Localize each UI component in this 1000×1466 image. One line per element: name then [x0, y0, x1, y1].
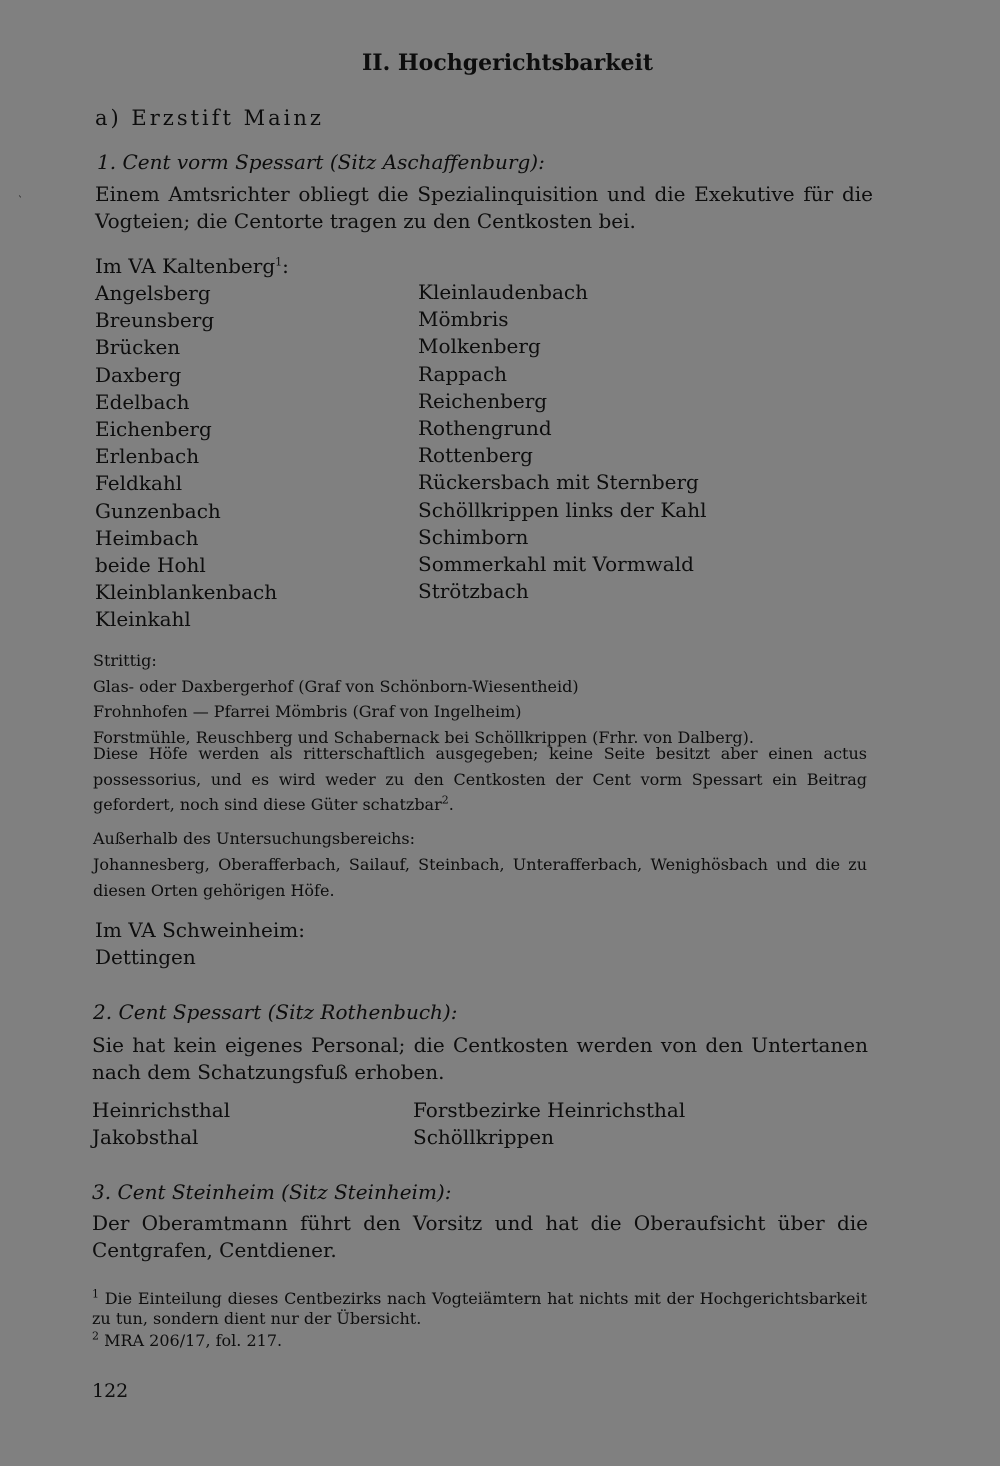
cent2-text: Sie hat kein eigenes Personal; die Centkosten werden von den Untertanen nach dem Schatzungsfuß erhoben.	[92, 1033, 868, 1084]
list-item: Schöllkrippen	[413, 1125, 555, 1150]
list-item: Jakobsthal	[92, 1125, 199, 1150]
cent2-title: 2. Cent Spessart (Sitz Rothenbuch):	[93, 1000, 458, 1024]
list-item: Molkenberg	[418, 334, 541, 359]
cent1-title: 1. Cent vorm Spessart (Sitz Aschaffenburg):	[97, 150, 545, 174]
list-item: Angelsberg	[95, 281, 211, 305]
list-item: Rottenberg	[418, 443, 533, 468]
page-heading: II. Hochgerichtsbarkeit	[362, 50, 654, 76]
list-item: Reichenberg	[418, 388, 548, 413]
va-schweinheim-item: Dettingen	[95, 945, 196, 969]
list-item: Rappach	[418, 361, 508, 386]
list-item: Strötzbach	[418, 579, 529, 604]
list-item: Kleinkahl	[95, 607, 191, 632]
list-item: Heinrichsthal	[92, 1098, 231, 1122]
strittig-text: Diese Höfe werden als ritterschaftlich ausgegeben; keine Seite besitzt aber einen actus possessorius, und es wird weder zu den Centkosten der Cent vorm Spessart ein Beitrag gefordert, noch sind diese Güter schatzbar$^2$.	[93, 744, 867, 814]
list-item: Rothengrund	[418, 416, 552, 441]
cent2-right-list	[413, 1097, 685, 1151]
cent1-right-list	[418, 279, 707, 605]
list-item: Edelbach	[95, 389, 190, 414]
footnote-1: $^1$ Die Einteilung dieses Centbezirks nach Vogteiämtern hat nichts mit der Hochgerichtsbarkeit zu tun, sondern dient nur der Übersicht.	[92, 1287, 867, 1328]
list-item: Eichenberg	[95, 417, 212, 442]
va-kaltenberg-label: Im VA Kaltenberg$^1$:	[95, 254, 289, 278]
list-item: beide Hohl	[95, 553, 206, 578]
list-item: Daxberg	[95, 362, 182, 387]
strittig-line: Glas- oder Daxbergerhof (Graf von Schönborn-Wiesentheid)	[93, 676, 579, 696]
list-item: Schöllkrippen links der Kahl	[418, 497, 707, 522]
cent3-title: 3. Cent Steinheim (Sitz Steinheim):	[92, 1180, 452, 1204]
cent3-text: Der Oberamtmann führt den Vorsitz und hat die Oberaufsicht über die Centgrafen, Centdiener.	[92, 1211, 868, 1262]
list-item: Rückersbach mit Sternberg	[418, 470, 699, 495]
list-item: Sommerkahl mit Vormwald	[418, 552, 694, 577]
footnote-mark: 2	[92, 1329, 99, 1343]
list-item: Mömbris	[418, 307, 509, 332]
va-schweinheim-label: Im VA Schweinheim:	[95, 918, 305, 942]
list-item: Feldkahl	[95, 471, 183, 496]
list-item: Brücken	[95, 335, 181, 360]
footnote-ref-2: 2	[441, 793, 449, 807]
footnote-mark: 1	[92, 1287, 99, 1301]
list-item: Breunsberg	[95, 308, 215, 333]
footnote-2: $^2$ MRA 206/17, fol. 217.	[92, 1329, 283, 1350]
list-item: Kleinblankenbach	[95, 580, 278, 605]
list-item: Heimbach	[95, 525, 199, 550]
list-item: Erlenbach	[95, 444, 200, 469]
cent2-left-list	[92, 1097, 230, 1151]
footnote-ref-1: 1	[275, 255, 283, 269]
section-title: a) Erzstift Mainz	[95, 106, 324, 130]
ausserhalb-label: Außerhalb des Untersuchungsbereichs:	[93, 829, 415, 848]
strittig-line: Frohnhofen — Pfarrei Mömbris (Graf von Ingelheim)	[93, 702, 522, 721]
strittig-line: Forstmühle, Reuschberg und Schabernack bei Schöllkrippen (Frhr. von Dalberg).	[93, 727, 754, 747]
ausserhalb-text: Johannesberg, Oberafferbach, Sailauf, Steinbach, Unterafferbach, Wenighösbach und die zu diesen Orten gehörigen Höfe.	[93, 855, 867, 900]
list-item: Schimborn	[418, 524, 529, 549]
list-item: Kleinlaudenbach	[418, 280, 588, 304]
page-number: 122	[92, 1380, 129, 1402]
list-item: Forstbezirke Heinrichsthal	[413, 1098, 686, 1122]
list-item: Gunzenbach	[95, 498, 221, 523]
strittig-label: Strittig:	[93, 651, 157, 670]
strittig-block	[93, 648, 867, 750]
cent1-left-list	[95, 280, 277, 634]
cent1-text: Einem Amtsrichter obliegt die Spezialinquisition und die Exekutive für die Vogteien; die Centorte tragen zu den Centkosten bei.	[95, 182, 873, 233]
margin-mark: `	[18, 196, 23, 207]
